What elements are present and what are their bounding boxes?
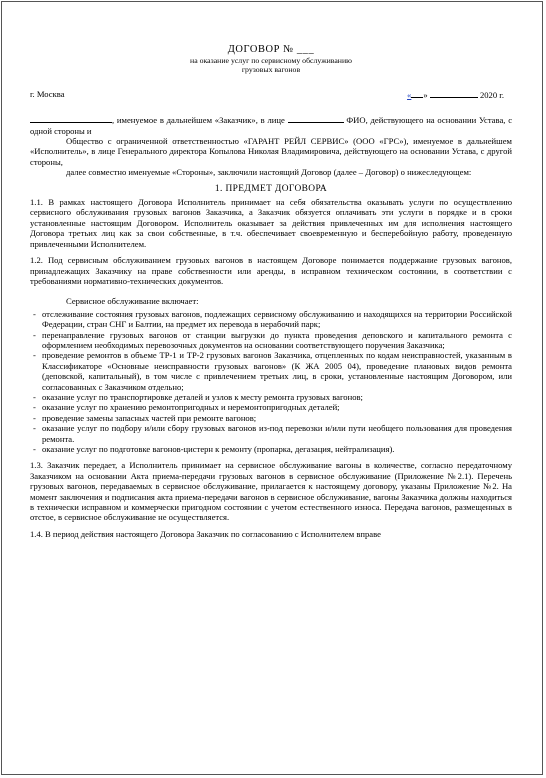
service-list-item: - перенаправление грузовых вагонов от станции выгрузки до пункта проведения деповского и капитального ремонта с оформлением необходимых перевозочных документов на основании соответствующего поручения Заказчика; [37,330,512,351]
contract-subtitle-line-2: грузовых вагонов [241,65,301,75]
date-quote-close: » [423,89,428,100]
party-1-basis: действующего на основании Устава, с одной стороны и [30,115,513,136]
contract-subtitle-line-1: на оказание услуг по сервисному обслуживанию [190,56,352,65]
clause-1-1: 1.1. В рамках настоящего Договора Исполнитель принимает на себя обязательства оказывать услуги по осуществлению сервисного обслуживания грузовых вагонов Заказчика, а Заказчик обязуется оплачивать эти услуги в порядке и в сроки установленные настоящим Договором. Исполнитель оказывает за действия привлеченных им для исполнения настоящего Договора третьих лиц как за свои собственные, в т.ч. обеспечивает своевременную и бесперебойную работу, проведенную привлеченными Исполнителем. [30,197,512,249]
date-month-blank [430,89,478,98]
section-1-heading: 1. ПРЕДМЕТ ДОГОВОРА [214,183,328,194]
service-list-item: - проведение ремонтов в объеме ТР-1 и ТР-2 грузовых вагонов Заказчика, отцепленных по кодам неисправностей, указанным в Классификаторе «Основные неисправности грузовых вагонов» (К ЖА 2005 04), проведение плановых видов ремонта (деповской, капитальный), в том числе с привлечением третьих лиц, в сроки, установленные настоящим Договором, или согласованных с Заказчиком отдельно; [37,350,512,392]
service-list [30,309,512,455]
party-1-text: , именуемое в дальнейшем «Заказчик», в лице [112,115,285,126]
service-list-item: - отслеживание состояния грузовых вагонов, подлежащих сервисному обслуживанию и находящихся на территории Российской Федерации, стран СНГ и Балтии, на предмет их перевода в нерабочий парк; [37,309,512,330]
date-field [407,89,504,100]
party-1-fio: ФИО, [346,115,368,126]
service-list-item: - оказание услуг по хранению ремонтопригодных и неремонтопригодных деталей; [37,402,512,412]
date-quote-open: « [407,89,412,100]
party-1-signatory-blank [288,114,344,123]
service-list-item: - проведение замены запасных частей при ремонте вагонов; [37,413,512,423]
clause-1-4: 1.4. В период действия настоящего Договора Заказчик по согласованию с Исполнителем вправе [30,528,381,539]
city: г. Москва [30,88,65,99]
contract-title: ДОГОВОР № ___ [227,44,315,55]
service-list-item: - оказание услуг по подбору и/или сбору грузовых вагонов из-под перевозки и/или пути необщего пользования для проведения ремонта. [37,423,512,444]
contract-body [30,44,512,539]
date-year: 2020 г. [479,89,504,100]
party-1-paragraph [30,114,512,136]
service-list-item: - оказание услуг по подготовке вагонов-цистерн к ремонту (пропарка, дегазация, нейтрализация). [37,444,512,454]
place-date-row [30,89,512,100]
date-day-blank [411,89,423,98]
clause-1-3: 1.3. Заказчик передает, а Исполнитель принимает на сервисное обслуживание вагоны в количестве, согласно передаточному Заказчиком на основании Акта приема-передачи грузовых вагонов в сервисное обслуживание (Приложение №2.1). Перечень грузовых вагонов, передаваемых в сервисное обслуживание, прилагается к настоящему договору, указаны Приложение №2. На момент заключения и подписания акта приема-передачи вагонов в сервисное обслуживание, вагоны Заказчика должны находиться в технически исправном и коммерчески пригодном состоянии с учетом естественного износа. Передача вагонов, размещенных в отстое, в сервисное обслуживание не осуществляется. [30,460,512,523]
party-2-paragraph: Общество с ограниченной ответственностью «ГАРАНТ РЕЙЛ СЕРВИС» (ООО «ГРС»), именуемое в дальнейшем «Исполнитель», в лице Генерального директора Копылова Николая Владимировича, действующего на основании Устава, с другой стороны, [30,136,512,167]
service-list-item: - оказание услуг по транспортировке деталей и узлов к месту ремонта грузовых вагонов; [37,392,512,402]
service-list-intro: Сервисное обслуживание включает: [66,296,199,307]
clause-1-2: 1.2. Под сервисным обслуживанием грузовых вагонов в настоящем Договоре понимается поддержание грузовых вагонов, принадлежащих Заказчику на праве собственности или аренды, в исправном техническом состоянии, в соответствии с требованиями нормативно-технических документов. [30,255,512,286]
party-1-name-blank [30,114,112,123]
parties-summary-paragraph: далее совместно именуемые «Стороны», заключили настоящий Договор (далее – Договор) о нижеследующем: [66,167,472,178]
